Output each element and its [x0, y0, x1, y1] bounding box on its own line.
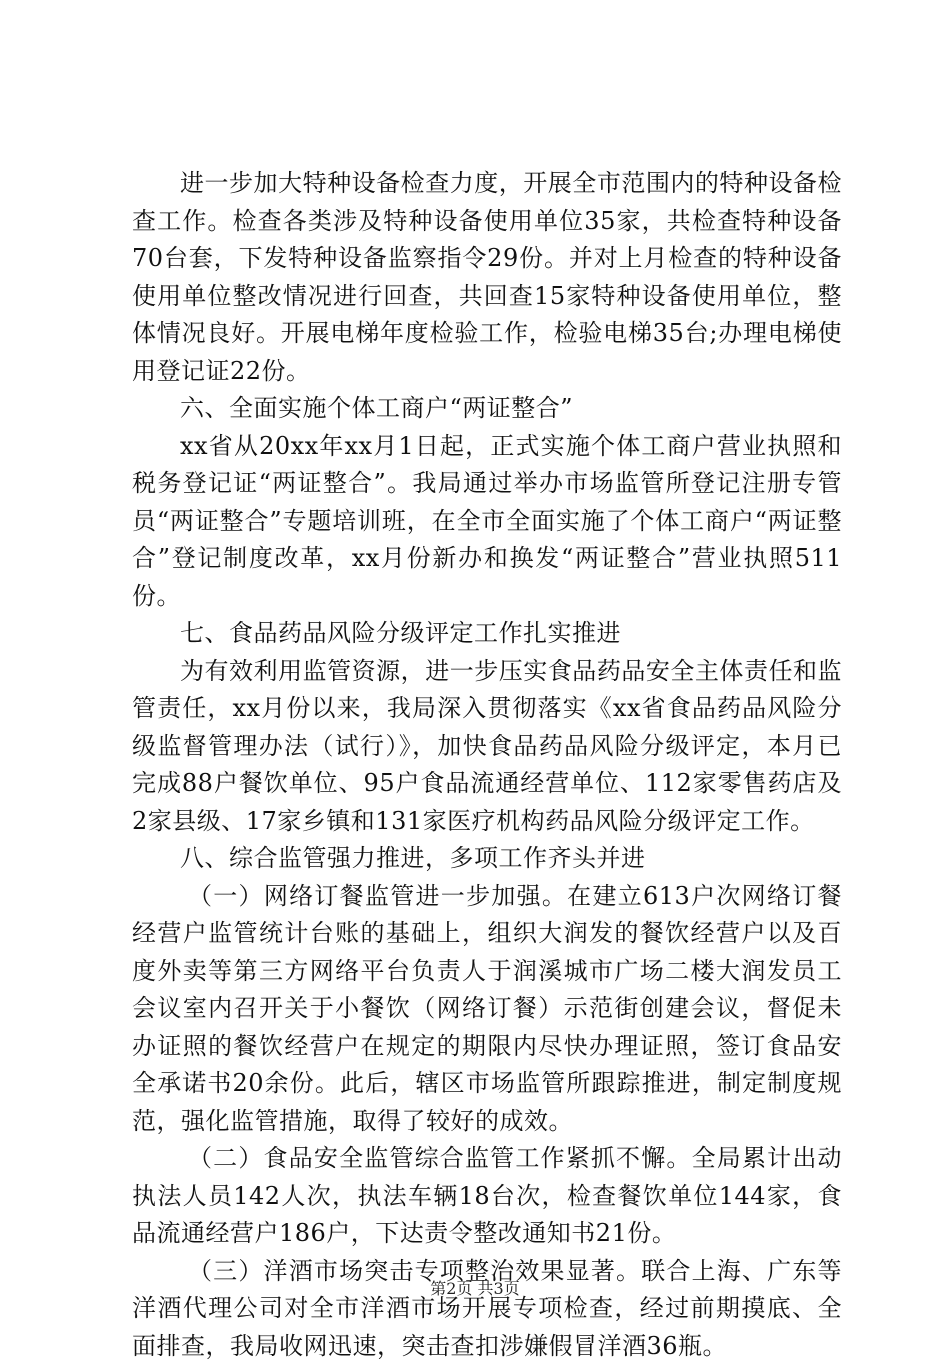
section-heading-7: 七、食品药品风险分级评定工作扎实推进 [132, 615, 842, 653]
paragraph-risk-grading: 为有效利用监管资源，进一步压实食品药品安全主体责任和监管责任，xx月份以来，我局深入贯彻落实《xx省食品药品风险分级监督管理办法（试行）》，加快食品药品风险分级评定，本月已完成88户餐饮单位、95户食品流通经营单位、112家零售药店及2家县级、17家乡镇和131家医疗机构药品风险分级评定工作。 [132, 653, 842, 841]
document-body [132, 165, 842, 1365]
subsection-food-safety: （二）食品安全监管综合监管工作紧抓不懈。全局累计出动执法人员142人次，执法车辆18台次，检查餐饮单位144家，食品流通经营户186户，下达责令整改通知书21份。 [132, 1140, 842, 1253]
section-heading-6: 六、全面实施个体工商户“两证整合” [132, 390, 842, 428]
subsection-foreign-liquor: （三）洋酒市场突击专项整治效果显著。联合上海、广东等洋酒代理公司对全市洋酒市场开展专项检查，经过前期摸底、全面排查，我局收网迅速，突击查扣涉嫌假冒洋酒36瓶。 [132, 1253, 842, 1365]
page-number-footer: 第2页 共3页 [0, 1276, 950, 1299]
paragraph-two-certificates: xx省从20xx年xx月1日起，正式实施个体工商户营业执照和税务登记证“两证整合”。我局通过举办市场监管所登记注册专管员“两证整合”专题培训班，在全市全面实施了个体工商户“两证整合”登记制度改革，xx月份新办和换发“两证整合”营业执照511份。 [132, 428, 842, 616]
subsection-online-ordering: （一）网络订餐监管进一步加强。在建立613户次网络订餐经营户监管统计台账的基础上，组织大润发的餐饮经营户以及百度外卖等第三方网络平台负责人于润溪城市广场二楼大润发员工会议室内召开关于小餐饮（网络订餐）示范街创建会议，督促未办证照的餐饮经营户在规定的期限内尽快办理证照，签订食品安全承诺书20余份。此后，辖区市场监管所跟踪推进，制定制度规范，强化监管措施，取得了较好的成效。 [132, 878, 842, 1141]
paragraph-special-equipment: 进一步加大特种设备检查力度，开展全市范围内的特种设备检查工作。检查各类涉及特种设备使用单位35家，共检查特种设备70台套，下发特种设备监察指令29份。并对上月检查的特种设备使用单位整改情况进行回查，共回查15家特种设备使用单位，整体情况良好。开展电梯年度检验工作，检验电梯35台;办理电梯使用登记证22份。 [132, 165, 842, 390]
section-heading-8: 八、综合监管强力推进，多项工作齐头并进 [132, 840, 842, 878]
